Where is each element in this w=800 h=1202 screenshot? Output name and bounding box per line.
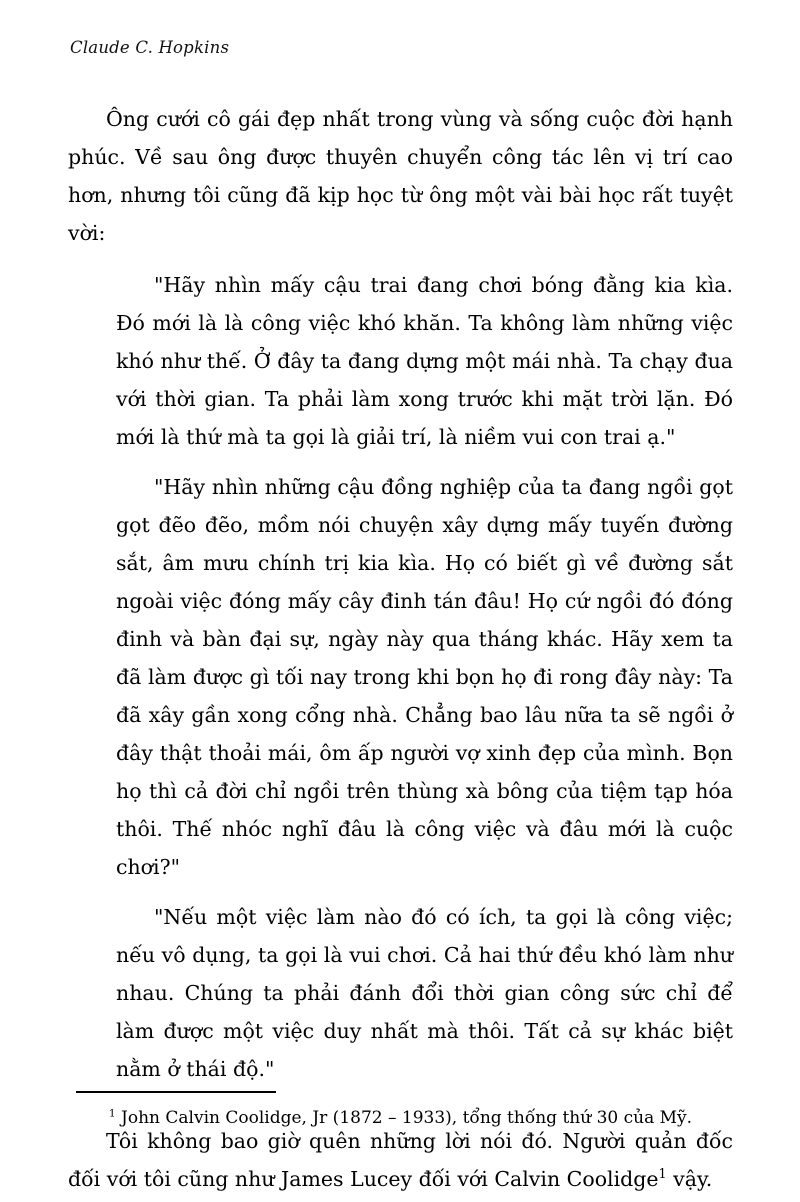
page-body (68, 100, 733, 1202)
footnote-reference-marker[interactable]: 1 (658, 1166, 667, 1182)
quote-paragraph-2: "Hãy nhìn những cậu đồng nghiệp của ta đang ngồi gọt gọt đẽo đẽo, mồm nói chuyện xây dựng mấy tuyến đường sắt, âm mưu chính trị kia kìa. Họ có biết gì về đường sắt ngoài việc đóng mấy cây đinh tán đâu! Họ cứ ngồi đó đóng đinh và bàn đại sự, ngày này qua tháng khác. Hãy xem ta đã làm được gì tối nay trong khi bọn họ đi rong đây này: Ta đã xây gần xong cổng nhà. Chẳng bao lâu nữa ta sẽ ngồi ở đây thật thoải mái, ôm ấp người vợ xinh đẹp của mình. Bọn họ thì cả đời chỉ ngồi trên thùng xà bông của tiệm tạp hóa thôi. Thế nhóc nghĩ đâu là công việc và đâu mới là cuộc chơi?" (116, 475, 733, 879)
quote-paragraph-1: "Hãy nhìn mấy cậu trai đang chơi bóng đằng kia kìa. Đó mới là là công việc khó khăn. Ta không làm những việc khó như thế. Ở đây ta đang dựng một mái nhà. Ta chạy đua với thời gian. Ta phải làm xong trước khi mặt trời lặn. Đó mới là thứ mà ta gọi là giải trí, là niềm vui con trai ạ." (116, 273, 733, 449)
closing-text-after-footnote-marker: vậy. (666, 1167, 713, 1191)
paragraph-spacer (116, 888, 733, 898)
footnote-area (68, 1091, 733, 1131)
running-head-author: Claude C. Hopkins (70, 38, 230, 57)
quote-paragraph-3: "Nếu một việc làm nào đó có ích, ta gọi là công việc; nếu vô dụng, ta gọi là vui chơi. Cả hai thứ đều khó làm như nhau. Chúng ta phải đánh đổi thời gian công sức chỉ để làm được một việc duy nhất mà thôi. Tất cả sự khác biệt nằm ở thái độ." (116, 905, 733, 1081)
footnote-separator-rule (76, 1091, 276, 1093)
quote-block (116, 266, 733, 1088)
paragraph-spacer (68, 256, 733, 266)
closing-text-before-footnote-marker: Tôi không bao giờ quên những lời nói đó. Người quản đốc đối với tôi cũng như James Lucey đối với Calvin Coolidge (68, 1129, 733, 1191)
paragraph-closing (68, 1122, 733, 1198)
footnote-body-text: John Calvin Coolidge, Jr (1872 – 1933), tổng thống thứ 30 của Mỹ. (115, 1108, 693, 1128)
footnote-number: 1 (108, 1107, 116, 1120)
paragraph-spacer (116, 458, 733, 468)
footnote-entry (68, 1105, 733, 1131)
paragraph-opening: Ông cưới cô gái đẹp nhất trong vùng và sống cuộc đời hạnh phúc. Về sau ông được thuyên chuyển công tác lên vị trí cao hơn, nhưng tôi cũng đã kịp học từ ông một vài bài học rất tuyệt vời: (68, 107, 733, 245)
